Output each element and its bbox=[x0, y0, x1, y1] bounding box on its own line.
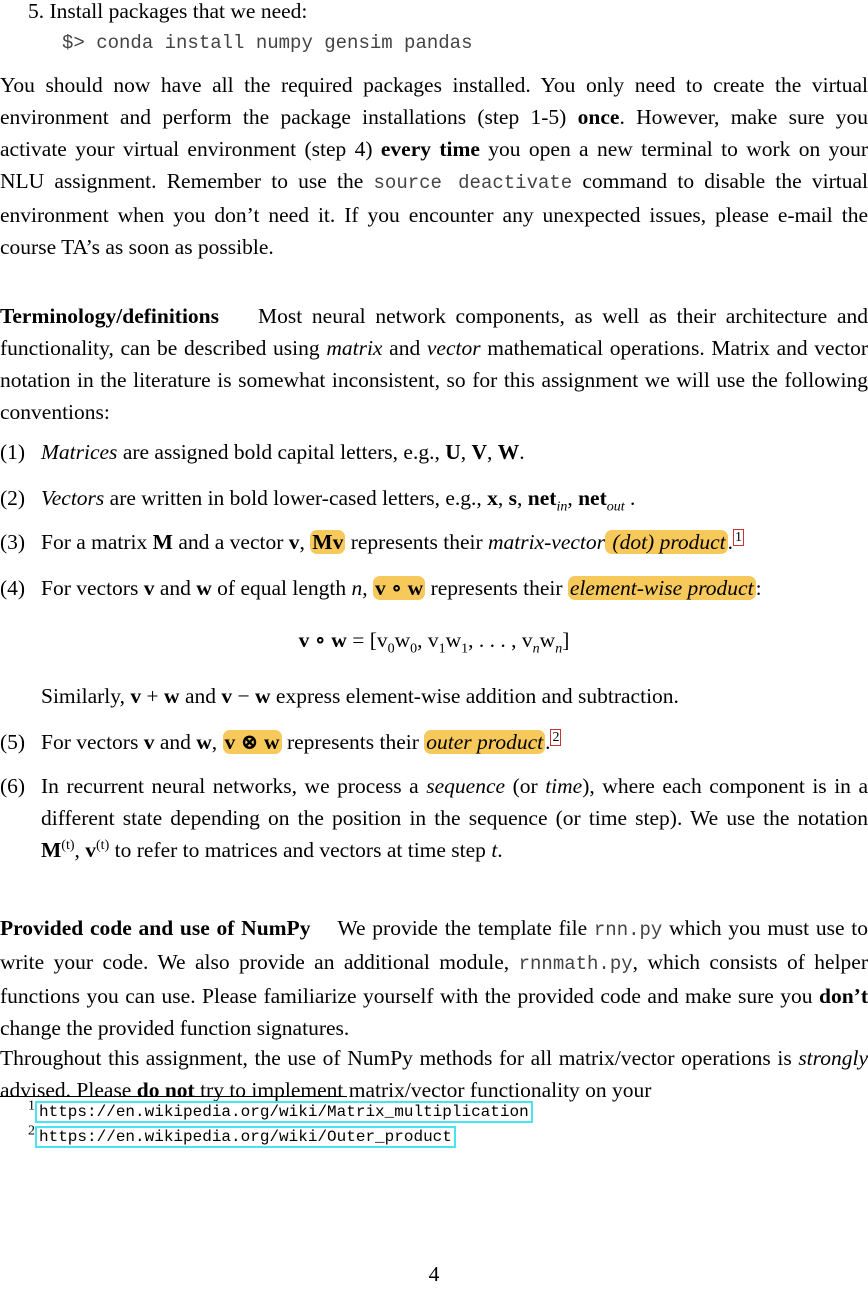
footnote-link-2[interactable]: https://en.wikipedia.org/wiki/Outer_product bbox=[35, 1126, 456, 1148]
highlight-elementwise-product: element-wise product bbox=[569, 576, 754, 600]
provided-code-paragraph: Provided code and use of NumPy We provide the template file rnn.py which you must use to write your code. We also provide an additional module, rnnmath.py, which consists of helper functions you can use. Please familiarize yourself with the provided code and make sure you don’t change the provided function signatures. bbox=[0, 916, 868, 1040]
footnote-mark-1[interactable]: 1 bbox=[735, 529, 743, 545]
file-rnnmath-py: rnnmath.py bbox=[518, 953, 633, 975]
step-number: 5. bbox=[28, 0, 45, 23]
highlight-dot-product: (dot) product bbox=[607, 530, 726, 554]
footnote-1: 1 https://en.wikipedia.org/wiki/Matrix_multiplication bbox=[28, 1102, 533, 1122]
install-step-5 bbox=[28, 0, 868, 27]
footnote-link-1[interactable]: https://en.wikipedia.org/wiki/Matrix_multiplication bbox=[35, 1101, 533, 1123]
inline-code: source deactivate bbox=[373, 172, 573, 194]
document-page: 5. Install packages that we need: $> conda install numpy gensim pandas You should now have all the required packages installed. You only need to create the virtual environment and perform the package installations (step 1-5) once. However, make sure you activate your virtual environment (step 4) every time you open a new terminal to work on your NLU assignment. Remember to use the source deactivate command to disable the virtual environment when you don’t need it. If you encounter any unexpected issues, please e-mail the course TA’s as soon as possible. Terminology/definitions Most neural network components, as well as their architecture and functionality, can be described using matrix and vector mathematical operations. Matrix and vector notation in the literature is somewhat inconsistent, so for this assignment we will use the following conventions: (1) Matrices are assigned bold capital letters, e.g., U, V, W. (2) Vectors are written in bold lower-cased letters, e.g., x, s, net$_{in}$, net$_{out}$ . (3) For a matrix M and a vector v, Mv represents their matrix-vector (dot) product. $^1$ (4) For vectors v and w of equal length n, v ∘ w represents their element-wise product: v ∘ $w = [v_0w_0$, $v_1w_1$, . . . , $v_nw_n$] Similarly, v + w and v − w express element-wise addition and subtraction. (5) For vectors v and w, v ⊗ w represents their outer product. $^2$ (6) In recurrent neural networks, we process a sequence (or time), where each component is in a different state depending on the position in the sequence (or time step). We use the notation $M^{(t)}$, $v^{(t)}$ to refer to matrices and vectors at time step t. Provided code and use of NumPy We provide the template file rnn.py which you must use to write your code. We also provide an additional module, rnnmath.py, which consists of helper functions you can use. Please familiarize yourself with the provided code and make sure you don’t change the provided function signatures. Throughout this assignment, the use of NumPy methods for all matrix/vector operations is strongly advised. Please do not try to implement matrix/vector functionality on your 1 https://en.wikipedia.org/wiki/Matrix_multiplication 2 https://en.wikipedia.org/wiki/Outer_product 4 bbox=[0, 0, 868, 1282]
similarly-line: Similarly, v + w and v − w express element-wise addition and subtraction. bbox=[41, 684, 679, 708]
intro-paragraph: You should now have all the required packages installed. You only need to create the virtual environment and perform the package installations (step 1-5) once. However, make sure you activate your virtual environment (step 4) every time you open a new terminal to work on your NLU assignment. Remember to use the source deactivate command to disable the virtual environment when you don’t need it. If you encounter any unexpected issues, please e-mail the course TA’s as soon as possible. bbox=[0, 73, 868, 259]
file-rnn-py: rnn.py bbox=[593, 919, 663, 941]
highlight-outer: v ⊗ w bbox=[224, 730, 280, 754]
footnote-mark-2[interactable]: 2 bbox=[552, 729, 560, 745]
page-number: 4 bbox=[428, 1262, 440, 1286]
throughout-paragraph: Throughout this assignment, the use of NumPy methods for all matrix/vector operations is strongly advised. Please do not try to implement matrix/vector functionality on your bbox=[0, 1046, 868, 1102]
provided-code-heading: Provided code and use of NumPy bbox=[0, 916, 311, 940]
footnote-rule bbox=[0, 1096, 347, 1097]
highlight-mv: Mv bbox=[312, 530, 344, 554]
terminology-paragraph: Terminology/definitions Most neural network components, as well as their architecture and functionality, can be described using matrix and vector mathematical operations. Matrix and vector notation in the literature is somewhat inconsistent, so for this assignment we will use the following conventions: bbox=[0, 304, 868, 424]
footnote-2: 2 https://en.wikipedia.org/wiki/Outer_product bbox=[28, 1127, 456, 1147]
terminology-heading: Terminology/definitions bbox=[0, 304, 220, 328]
highlight-outer-product: outer product bbox=[426, 730, 544, 754]
install-command: $> conda install numpy gensim pandas bbox=[62, 32, 473, 54]
highlight-elementwise: v ∘ w bbox=[375, 576, 424, 600]
elementwise-equation: v ∘ $w = [v_0w_0$, $v_1w_1$, . . . , $v_nw_n$] bbox=[298, 628, 570, 657]
step-text: Install packages that we need: bbox=[49, 0, 308, 23]
convention-6: (6) In recurrent neural networks, we process a sequence (or time), where each component is in a different state depending on the position in the sequence (or time step). We use the notation $M^{(t)}$, $v^{(t)}$ to refer to matrices and vectors at time step t. bbox=[0, 774, 868, 862]
